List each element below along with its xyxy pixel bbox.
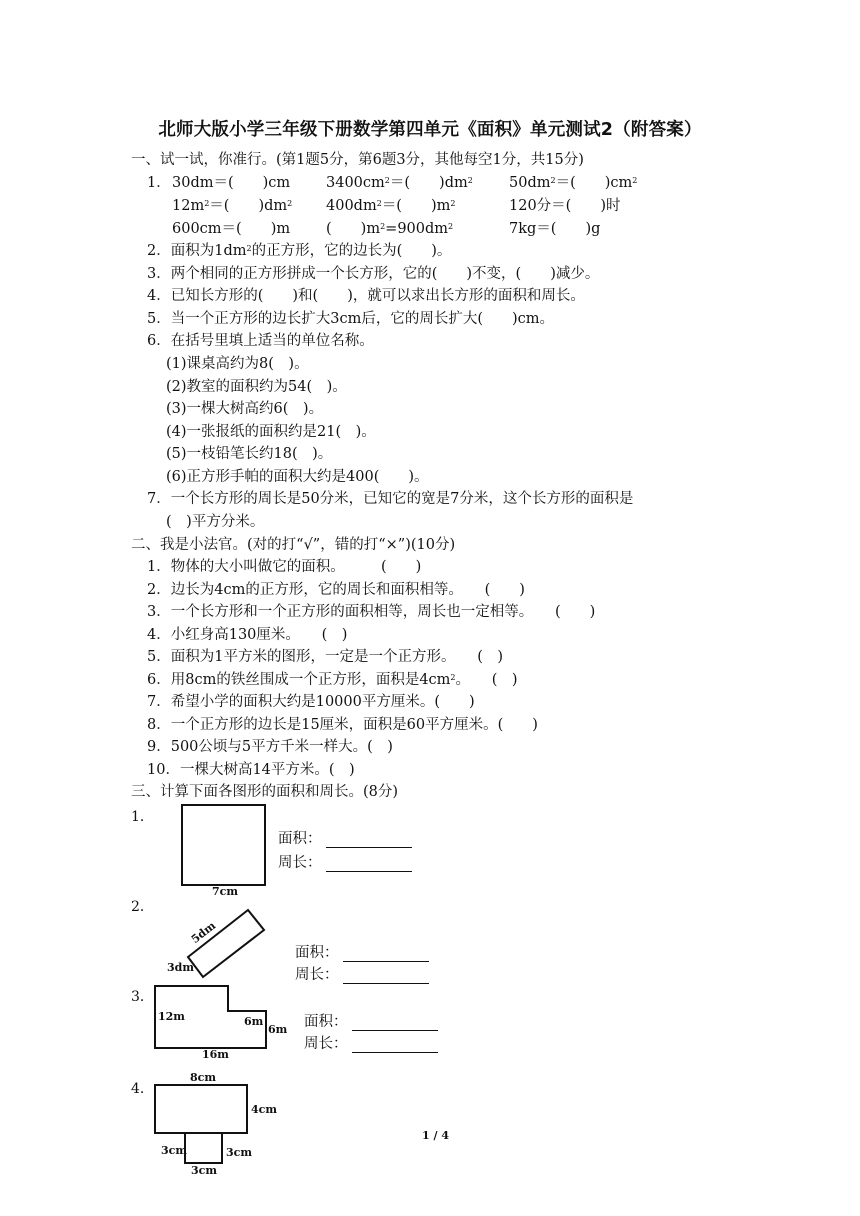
judge-item-6: 6．用8cm的铁丝围成一个正方形，面积是$4cm^2$。 ( ) [147, 672, 518, 688]
q1-r2-c: 120分＝( )时 [509, 198, 621, 214]
q1-r3-c: 7kg＝( )g [509, 221, 601, 237]
q6-item-2: (2)教室的面积约为54( )。 [166, 379, 347, 395]
fig3-perim-label: 周长： [304, 1036, 348, 1052]
q7-line-2: ( )平方分米。 [166, 514, 265, 530]
fig3-left-dim: 12m [158, 1010, 185, 1023]
judge-item-4: 4．小红身高130厘米。 ( ) [147, 627, 348, 643]
fig3-area-label: 面积： [304, 1014, 348, 1030]
fig3-perim-line [304, 1032, 438, 1053]
fig3-area-line [304, 1010, 438, 1031]
judge-item-10: 10．一棵大树高14平方米。( ) [147, 762, 355, 778]
fig2-short-dim: 3dm [167, 961, 194, 974]
fig3-bottom-dim: 16m [202, 1048, 229, 1061]
fig2-long-dim: 5dm [188, 919, 219, 946]
fig3-number: 3． [131, 989, 154, 1005]
fig4-top-dim: 8cm [190, 1071, 216, 1084]
fig4-big-rect [155, 1085, 247, 1133]
judge-item-9: 9．500公顷与5平方千米一样大。( ) [147, 739, 393, 755]
judge-item-3: 3．一个长方形和一个正方形的面积相等，周长也一定相等。 ( ) [147, 604, 596, 620]
fig1-area-blank[interactable] [326, 833, 412, 848]
judge-item-1: 1．物体的大小叫做它的面积。 ( ) [147, 559, 422, 575]
q1-r2-a: $12m^2=$( )$dm^2$ [172, 198, 293, 214]
fig3-right-dim: 6m [268, 1023, 288, 1036]
judge-item-8: 8．一个正方形的边长是15厘米，面积是60平方厘米。( ) [147, 717, 538, 733]
q6-item-4: (4)一张报纸的面积约是21( )。 [166, 424, 376, 440]
fig1-square [182, 805, 265, 885]
q1-r3-a: 600cm＝( )m [172, 221, 291, 237]
fig1-area-label: 面积： [278, 831, 322, 847]
q6: 6．在括号里填上适当的单位名称。 [147, 333, 374, 349]
q4: 4．已知长方形的( )和( )，就可以求出长方形的面积和周长。 [147, 288, 585, 304]
fig1-number: 1． [131, 809, 154, 825]
fig3-area-blank[interactable] [352, 1016, 438, 1031]
q1-r1-a: 30dm＝( )cm [172, 175, 291, 191]
q1-r1-b: $3400cm^2=$( )$dm^2$ [326, 175, 473, 191]
fig4-number: 4． [131, 1081, 154, 1097]
judge-item-5: 5．面积为1平方米的图形，一定是一个正方形。 ( ) [147, 649, 504, 665]
fig2-perim-line [295, 963, 429, 984]
section-2-heading: 二、我是小法官。(对的打“√”，错的打“×”)(10分) [131, 537, 456, 553]
judge-item-7: 7．希望小学的面积大约是10000平方厘米。( ) [147, 694, 475, 710]
page-title: 北师大版小学三年级下册数学第四单元《面积》单元测试2（附答案） [158, 120, 702, 140]
fig4-bottom-small-dim: 3cm [191, 1164, 217, 1177]
q2: 2．面积为$1dm^2$的正方形，它的边长为( )。 [147, 243, 452, 259]
fig2-perim-label: 周长： [295, 967, 339, 983]
q1-number: 1． [147, 175, 171, 191]
q1-r1-c: $50dm^2=$( )$cm^2$ [509, 175, 638, 191]
fig1-perim-label: 周长： [278, 855, 322, 871]
section-1-heading: 一、试一试，你准行。(第1题5分，第6题3分，其他每空1分，共15分) [131, 152, 584, 168]
fig1-bottom-dim: 7cm [212, 885, 238, 898]
fig2-area-line [295, 941, 429, 962]
fig2-area-blank[interactable] [343, 947, 429, 962]
fig2-number: 2． [131, 899, 154, 915]
fig2-area-label: 面积： [295, 945, 339, 961]
fig4-small-square [185, 1133, 222, 1163]
q5: 5．当一个正方形的边长扩大3cm后，它的周长扩大( )cm。 [147, 311, 555, 327]
fig2-perim-blank[interactable] [343, 969, 429, 984]
q1-r2-b: $400dm^2=$( )$m^2$ [326, 198, 456, 214]
q3: 3．两个相同的正方形拼成一个长方形，它的( )不变，( )减少。 [147, 266, 600, 282]
section-3-heading: 三、计算下面各图形的面积和周长。(8分) [131, 784, 399, 800]
q6-item-1: (1)课桌高约为8( )。 [166, 356, 309, 372]
q6-item-5: (5)一枝铅笔长约18( )。 [166, 446, 333, 462]
fig4-right-small-dim: 3cm [226, 1146, 252, 1159]
fig4-right-dim: 4cm [251, 1103, 277, 1116]
q1-r3-b: ( )$m^2=900dm^2$ [326, 221, 454, 237]
judge-item-2: 2．边长为4cm的正方形，它的周长和面积相等。 ( ) [147, 582, 525, 598]
fig1-area-line [278, 827, 412, 848]
fig3-inner-dim: 6m [244, 1015, 264, 1028]
q7-line-1: 7．一个长方形的周长是50分米，已知它的宽是7分米，这个长方形的面积是 [147, 491, 634, 507]
fig1-perim-line [278, 851, 412, 872]
page-number: 1 / 4 [422, 1129, 449, 1142]
q6-item-6: (6)正方形手帕的面积大约是400( )。 [166, 469, 429, 485]
fig4-left-small-dim: 3cm [161, 1144, 187, 1157]
q6-item-3: (3)一棵大树高约6( )。 [166, 401, 324, 417]
fig1-perim-blank[interactable] [326, 857, 412, 872]
fig3-perim-blank[interactable] [352, 1038, 438, 1053]
